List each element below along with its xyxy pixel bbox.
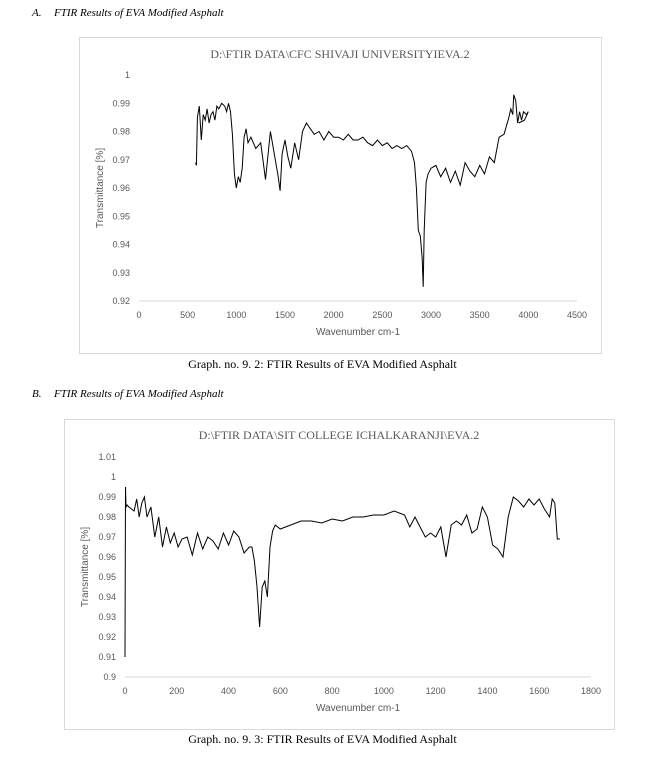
section-a-letter: A. — [32, 7, 42, 19]
section-a-title: FTIR Results of EVA Modified Asphalt — [54, 7, 224, 19]
y-tick-label: 0.93 — [112, 267, 130, 278]
x-tick-label: 0 — [136, 310, 142, 320]
section-b-title: FTIR Results of EVA Modified Asphalt — [54, 388, 224, 400]
y-tick-label: 0.98 — [98, 512, 116, 522]
y-tick-label: 0.99 — [98, 492, 116, 502]
y-tick-label: 0.97 — [112, 154, 130, 165]
x-tick-label: 1800 — [580, 686, 602, 696]
x-tick-label: 3000 — [420, 310, 442, 320]
y-tick-label: 0.96 — [112, 183, 130, 193]
chart-1-y-axis-label: Transmittance [%] — [95, 147, 106, 229]
x-tick-label: 3500 — [469, 310, 490, 320]
chart-1-y-ticks — [112, 70, 130, 306]
chart-1-series-line — [196, 95, 529, 287]
y-tick-label: 0.93 — [98, 612, 116, 622]
x-tick-label: 2000 — [323, 310, 344, 320]
chart-2-y-axis-label: Transmittance [%] — [80, 526, 91, 608]
y-tick-label: 0.94 — [98, 592, 116, 602]
x-tick-label: 1600 — [529, 686, 550, 696]
chart-1-title: D:\FTIR DATA\CFC SHIVAJI UNIVERSITYIEVA.2 — [210, 47, 470, 61]
section-a-heading — [32, 7, 224, 19]
x-tick-label: 1200 — [425, 686, 446, 696]
x-tick-label: 1000 — [226, 310, 247, 320]
x-tick-label: 1400 — [477, 686, 498, 696]
x-tick-label: 2500 — [372, 310, 393, 320]
x-tick-label: 200 — [169, 686, 185, 696]
chart-1-frame — [79, 37, 602, 354]
x-tick-label: 500 — [180, 310, 196, 320]
chart-2-y-ticks — [98, 452, 116, 682]
y-tick-label: 1 — [124, 70, 130, 80]
chart-2-title: D:\FTIR DATA\SIT COLLEGE ICHALKARANJI\EVA.2 — [198, 428, 480, 442]
section-b-heading — [32, 388, 224, 400]
y-tick-label: 0.92 — [98, 632, 116, 642]
chart-2-x-ticks — [122, 686, 601, 696]
y-tick-label: 0.97 — [98, 532, 116, 542]
section-b-letter: B. — [32, 388, 42, 400]
x-tick-label: 0 — [122, 686, 128, 696]
chart-1-x-axis-label: Wavenumber cm-1 — [315, 327, 401, 338]
chart-1 — [80, 38, 601, 353]
y-tick-label: 0.94 — [112, 239, 130, 250]
y-tick-label: 0.95 — [98, 572, 116, 582]
y-tick-label: 0.91 — [98, 652, 116, 662]
chart-1-x-ticks — [136, 310, 587, 320]
y-tick-label: 0.98 — [112, 126, 130, 137]
y-tick-label: 0.9 — [103, 672, 116, 682]
chart-2-frame — [64, 419, 615, 730]
x-tick-label: 4000 — [518, 310, 539, 320]
y-tick-label: 1 — [110, 472, 116, 482]
y-tick-label: 0.99 — [112, 98, 130, 109]
y-tick-label: 0.92 — [112, 296, 130, 306]
y-tick-label: 0.95 — [112, 211, 130, 222]
x-tick-label: 1500 — [274, 310, 296, 320]
y-tick-label: 0.96 — [98, 552, 116, 562]
caption-2: Graph. no. 9. 3: FTIR Results of EVA Modified Asphalt — [188, 732, 457, 746]
caption-1: Graph. no. 9. 2: FTIR Results of EVA Modified Asphalt — [188, 357, 457, 371]
chart-2 — [65, 420, 614, 729]
x-tick-label: 400 — [221, 686, 237, 696]
chart-2-x-axis-label: Wavenumber cm-1 — [315, 703, 401, 714]
x-tick-label: 1000 — [373, 686, 394, 696]
chart-2-series-line — [125, 487, 560, 657]
y-tick-label: 1.01 — [98, 452, 116, 462]
x-tick-label: 600 — [272, 686, 288, 696]
x-tick-label: 4500 — [566, 310, 588, 320]
x-tick-label: 800 — [324, 686, 340, 696]
